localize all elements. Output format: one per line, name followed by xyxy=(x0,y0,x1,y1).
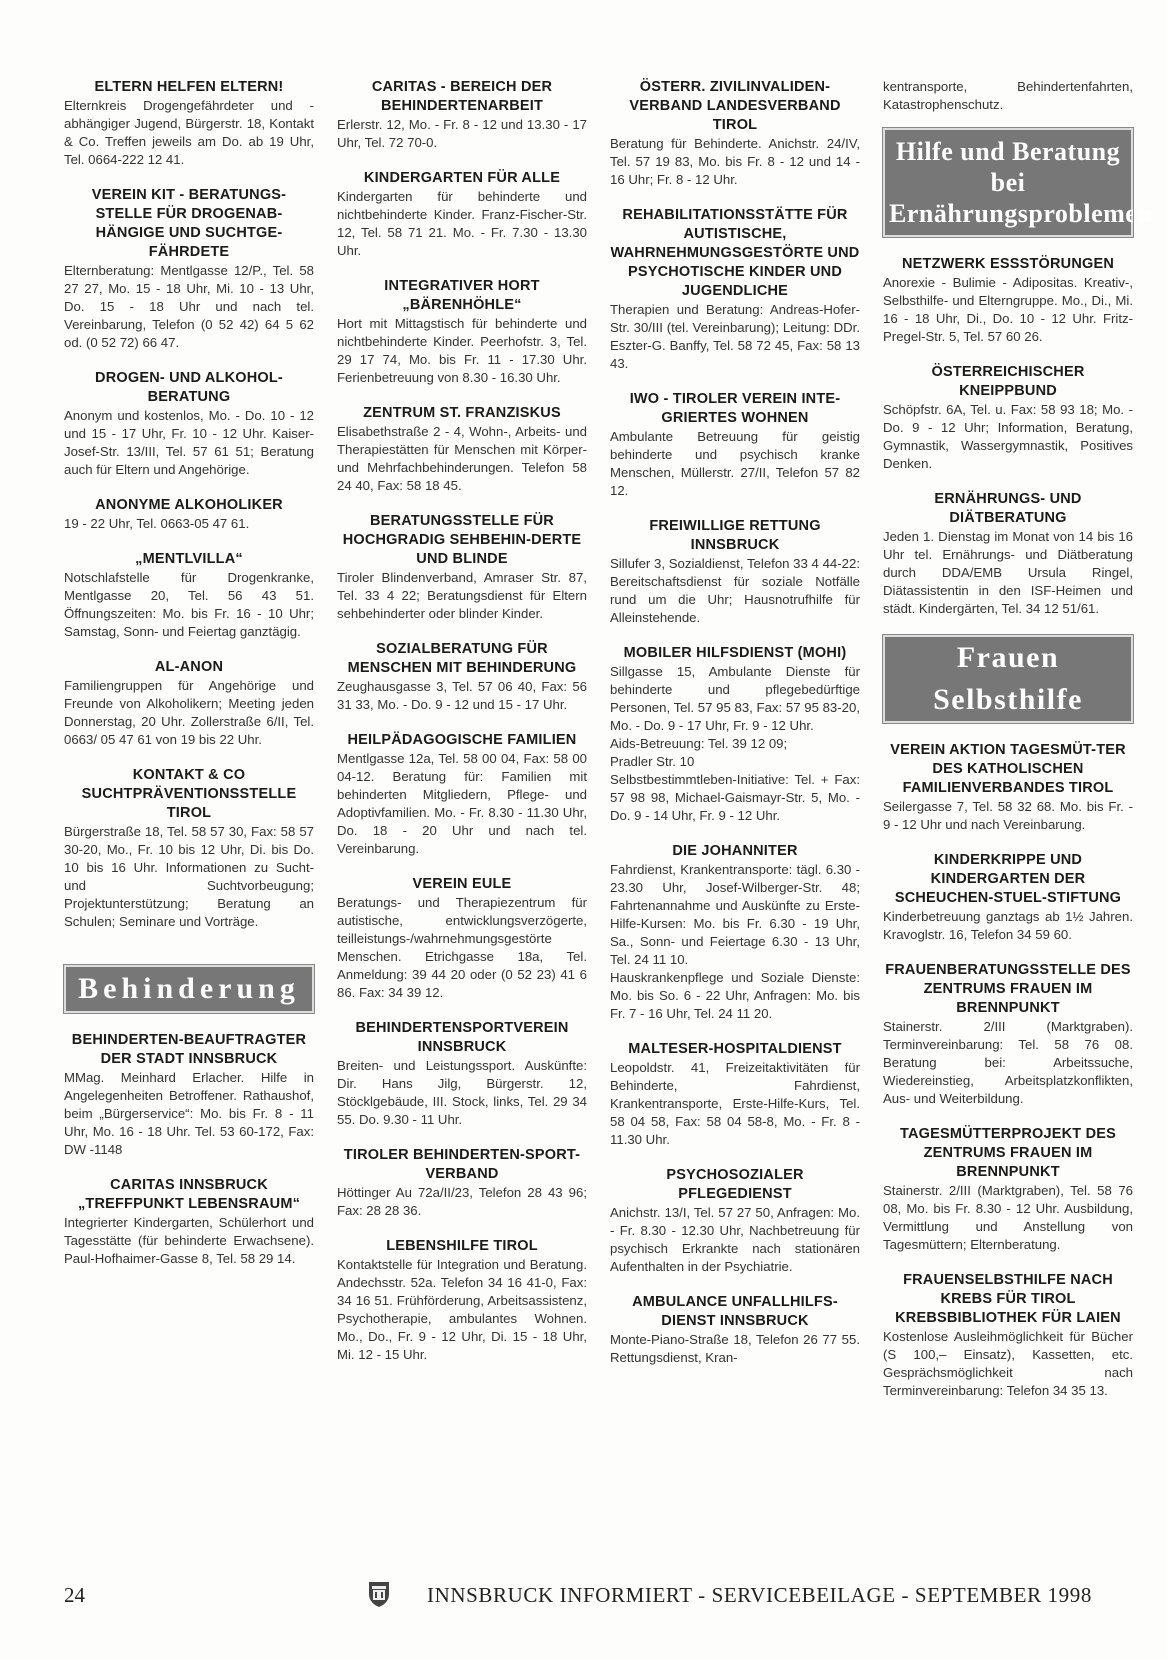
entry xyxy=(64,658,314,749)
entry-title: ÖSTERREICHISCHER KNEIPPBUND xyxy=(931,364,1085,399)
entry-text: Tiroler Blindenverband, Amraser Str. 87, Tel. 33 4 22; Beratungsdienst für Eltern sehbehinderter oder blinder Kinder. xyxy=(337,570,587,621)
entry-text: Anonym und kostenlos, Mo. - Do. 10 - 12 und 15 - 17 Uhr, Fr. 10 - 12 Uhr. Kaiser-Josef-Str. 13/III, Tel. 57 61 51; Beratung auch für Eltern und Angehörige. xyxy=(64,408,314,477)
entry-text: Anichstr. 13/I, Tel. 57 27 50, Anfragen: Mo. - Fr. 8.30 - 12.30 Uhr, Nachbetreuung für psychisch Erkrankte nach stationären Aufenthalten in der Psychiatrie. xyxy=(610,1205,860,1274)
entry-title: DROGEN- UND ALKOHOL-BERATUNG xyxy=(95,370,283,405)
entry-text: Erlerstr. 12, Mo. - Fr. 8 - 12 und 13.30 - 17 Uhr, Tel. 72 70-0. xyxy=(337,117,587,150)
entry-text: Sillgasse 15, Ambulante Dienste für behinderte und pflegebedürftige Personen, Tel. 57 95 83, Fax: 57 95 83-20, Mo. - Do. 9 - 17 Uhr, Fr. 9 - 12 Uhr. Aids-Betreuung: Tel. 39 12 09; Pradler Str. 10 Selbstbestimmtleben-Initiative: Tel. + Fax: 57 98 98, Michael-Gaismayr-Str. 5, Mo. - Do. 9 - 14 Uhr, Fr. 9 - 12 Uhr. xyxy=(610,664,860,823)
entry-title: FRAUENBERATUNGSSTELLE DES ZENTRUMS FRAUEN IM BRENNPUNKT xyxy=(885,962,1131,1016)
entry-text: Beratung für Behinderte. Anichstr. 24/IV, Tel. 57 19 83, Mo. bis Fr. 8 - 12 und 14 - 16 Uhr; Fr. 8 - 12 Uhr. xyxy=(610,136,860,187)
entry xyxy=(610,390,860,500)
entry-text: Stainerstr. 2/III (Marktgraben). Terminvereinbarung: Tel. 58 76 08. Beratung bei: Arbeitssuche, Wiedereinstieg, Arbeitsplatzkonflikten, Aus- und Weiterbildung. xyxy=(883,1019,1133,1106)
entry-title: SOZIALBERATUNG FÜR MENSCHEN MIT BEHINDERUNG xyxy=(347,641,577,676)
entry xyxy=(883,363,1133,473)
entry-text: Seilergasse 7, Tel. 58 32 68. Mo. bis Fr. - 9 - 12 Uhr und nach Vereinbarung. xyxy=(883,799,1133,832)
continued-text: kentransporte, Behindertenfahrten, Katastrophenschutz. xyxy=(883,79,1133,112)
entry-text: Beratungs- und Therapiezentrum für autistische, entwicklungsverzögerte, teilleistungs-/wahrnehmungsgestörte Menschen. Etrichgasse 18a, Tel. Anmeldung: 39 44 20 oder (0 52 23) 41 6 86. Fax: 34 39 12. xyxy=(337,895,587,1000)
entry-text: Therapien und Beratung: Andreas-Hofer-Str. 30/III (tel. Vereinbarung); Leitung: DDr. Eszter-G. Banffy, Tel. 58 72 45, Fax: 58 13 43. xyxy=(610,302,860,371)
entry-text: Monte-Piano-Straße 18, Telefon 26 77 55. Rettungsdienst, Kran- xyxy=(610,1332,860,1365)
entry-title: PSYCHOSOZIALER PFLEGEDIENST xyxy=(666,1167,804,1202)
entry-text: Bürgerstraße 18, Tel. 58 57 30, Fax: 58 57 30-20, Mo., Fr. 10 bis 12 Uhr, Di. bis Do. 10 bis 16 Uhr. Informationen zu Sucht- und Suchtvorbeugung; Projektunterstützung; Beratung an Schulen; Seminare und Vorträge. xyxy=(64,824,314,929)
column-4 xyxy=(883,78,1153,1568)
entry-title: MOBILER HILFSDIENST (MOHI) xyxy=(623,645,847,661)
page-number: 24 xyxy=(64,1583,85,1607)
entry xyxy=(64,369,314,479)
entry xyxy=(610,644,860,825)
entry-title: TIROLER BEHINDERTEN-SPORT-VERBAND xyxy=(343,1147,581,1182)
entry xyxy=(610,1293,860,1367)
entry-title: VEREIN AKTION TAGESMÜT-TER DES KATHOLISCHEN FAMILIENVERBANDES TIROL xyxy=(890,742,1126,796)
entry xyxy=(64,496,314,533)
entry xyxy=(337,1019,587,1129)
entry xyxy=(64,550,314,641)
page-columns xyxy=(64,78,1153,1568)
entry xyxy=(337,875,587,1002)
entry xyxy=(883,1125,1133,1254)
entry xyxy=(337,640,587,714)
entry-text: Sillufer 3, Sozialdienst, Telefon 33 4 44-22: Bereitschaftsdienst für soziale Notfälle rund um die Uhr; Hausnotrufhilfe für Alleinstehende. xyxy=(610,556,860,625)
entry-text: Fahrdienst, Krankentransporte: tägl. 6.30 - 23.30 Uhr, Josef-Wilberger-Str. 48; Fahrtenannahme und Auskünfte zu Erste-Hilfe-Kursen: Mo. bis Fr. 6.30 - 19 Uhr, Sa., Sonn- und Feiertage 6.30 - 13 Uhr, Tel. 24 11 10. Hauskrankenpflege und Soziale Dienste: Mo. bis So. 6 - 22 Uhr, Anfragen: Mo. bis Fr. 7 - 16 Uhr, Tel. 24 11 20. xyxy=(610,862,860,1021)
entry xyxy=(883,1271,1133,1400)
entry-text: Schöpfstr. 6A, Tel. u. Fax: 58 93 18; Mo. - Do. 9 - 12 Uhr; Information, Beratung, Gymnastik, Wassergymnastik, Positives Denken. xyxy=(883,402,1133,471)
entry-text: 19 - 22 Uhr, Tel. 0663-05 47 61. xyxy=(64,516,250,531)
entry xyxy=(337,169,587,260)
entry xyxy=(337,404,587,495)
entry-title: KINDERGARTEN FÜR ALLE xyxy=(363,170,561,186)
entry xyxy=(64,1031,314,1159)
entry-text: Elisabethstraße 2 - 4, Wohn-, Arbeits- und Therapiestätten für Menschen mit Körper- und Mehrfachbehinderungen. Telefon 58 24 40, Fax: 58 18 45. xyxy=(337,424,587,493)
column-1 xyxy=(64,78,314,1568)
entry-title: CARITAS - BEREICH DER BEHINDERTENARBEIT xyxy=(371,79,553,114)
entry-title: AL-ANON xyxy=(154,659,224,675)
entry xyxy=(883,741,1133,834)
entry xyxy=(883,255,1133,346)
entry-title: REHABILITATIONSSTÄTTE FÜR AUTISTISCHE, WAHRNEHMUNGSGESTÖRTE UND PSYCHOTISCHE KINDER UND JUGENDLICHE xyxy=(610,207,860,299)
entry xyxy=(337,1146,587,1220)
entry-title: NETZWERK ESSSTÖRUNGEN xyxy=(901,256,1115,272)
section-banner-behinderung: Behinderung xyxy=(64,965,314,1013)
entry-text: Familiengruppen für Angehörige und Freunde von Alkoholikern; Meeting jeden Donnerstag, 20 Uhr. Zollerstraße 6/II, Tel. 0663/ 05 47 61 von 19 bis 22 Uhr. xyxy=(64,678,314,747)
entry-title: ELTERN HELFEN ELTERN! xyxy=(94,79,284,95)
entry-text: Kindergarten für behinderte und nichtbehinderte Kinder. Franz-Fischer-Str. 12, Tel. 58 71 21. Mo. - Fr. 7.30 - 13.30 Uhr. xyxy=(337,189,587,258)
entry xyxy=(64,766,314,931)
entry-title: INTEGRATIVER HORT „BÄRENHÖHLE“ xyxy=(384,278,540,313)
entry-text: Integrierter Kindergarten, Schülerhort und Tagesstätte (für behinderte Erwachsene). Paul-Hofhaimer-Gasse 8, Tel. 58 29 14. xyxy=(64,1215,314,1266)
entry-text: Elternberatung: Mentlgasse 12/P., Tel. 58 27 27, Mo. 15 - 18 Uhr, Mi. 10 - 13 Uhr, Do. 15 - 18 Uhr und nach tel. Vereinbarung, Telefon (0 52 42) 64 5 62 od. (0 52 72) 66 47. xyxy=(64,263,314,350)
entry-title: ZENTRUM ST. FRANZISKUS xyxy=(363,405,561,421)
entry xyxy=(610,517,860,627)
entry-title: FREIWILLIGE RETTUNG INNSBRUCK xyxy=(649,518,821,553)
column-3 xyxy=(610,78,860,1568)
entry-title: VEREIN EULE xyxy=(412,876,512,892)
page-footer xyxy=(64,1583,1134,1613)
entry-title: ERNÄHRUNGS- UND DIÄTBERATUNG xyxy=(934,491,1082,526)
entry-text: Höttinger Au 72a/II/23, Telefon 28 43 96; Fax: 28 28 36. xyxy=(337,1185,587,1218)
entry-title: KONTAKT & CO SUCHTPRÄVENTIONSSTELLE TIROL xyxy=(81,767,297,821)
entry-text: Kinderbetreuung ganztags ab 1½ Jahren. Kravoglstr. 16, Telefon 34 59 60. xyxy=(883,909,1133,942)
entry-text: Kontaktstelle für Integration und Beratung. Andechsstr. 52a. Telefon 34 16 41-0, Fax: 34 16 51. Frühförderung, Arbeitsassistenz, Psychotherapie, ambulantes Wohnen. Mo., Do., Fr. 9 - 12 Uhr, Di. 15 - 18 Uhr, Mi. 12 - 15 Uhr. xyxy=(337,1257,587,1362)
entry xyxy=(610,78,860,189)
entry-title: MALTESER-HOSPITALDIENST xyxy=(628,1041,842,1057)
entry-title: BEHINDERTENSPORTVEREIN INNSBRUCK xyxy=(355,1020,569,1055)
entry-title: IWO - TIROLER VEREIN INTE-GRIERTES WOHNEN xyxy=(629,391,841,426)
entry-title: HEILPÄDAGOGISCHE FAMILIEN xyxy=(347,732,577,748)
entry-text: Anorexie - Bulimie - Adipositas. Kreativ-, Selbsthilfe- und Elterngruppe. Mo., Di., Mi. 16 - 18 Uhr, Di., Do. 10 - 12 Uhr. Fritz-Pregel-Str. 5, Tel. 57 60 26. xyxy=(883,275,1133,344)
entry-text: Kostenlose Ausleihmöglichkeit für Bücher (S 100,– Einsatz), Kassetten, etc. Gesprächsmöglichkeit nach Terminvereinbarung: Telefon 34 35 13. xyxy=(883,1329,1133,1398)
entry-title: ANONYME ALKOHOLIKER xyxy=(95,497,283,513)
entry-title: „MENTLVILLA“ xyxy=(135,551,243,567)
entry-title: BERATUNGSSTELLE FÜR HOCHGRADIG SEHBEHIN-DERTE UND BLINDE xyxy=(342,513,582,567)
section-banner-frauen-selbsthilfe: Frauen Selbsthilfe xyxy=(883,635,1133,723)
entry xyxy=(64,78,314,169)
entry-title: BEHINDERTEN-BEAUFTRAGTER DER STADT INNSBRUCK xyxy=(71,1032,307,1067)
entry-text: Leopoldstr. 41, Freizeitaktivitäten für Behinderte, Fahrdienst, Krankentransporte, Erste-Hilfe-Kurs, Tel. 58 04 58, Fax: 58 04 58-8, Mo. - Fr. 8 - 11.30 Uhr. xyxy=(610,1060,860,1147)
entry xyxy=(610,206,860,373)
entry xyxy=(883,961,1133,1108)
entry-text: Zeughausgasse 3, Tel. 57 06 40, Fax: 56 31 33, Mo. - Do. 9 - 12 und 15 - 17 Uhr. xyxy=(337,679,587,712)
entry-title: CARITAS INNSBRUCK „TREFFPUNKT LEBENSRAUM“ xyxy=(77,1177,301,1212)
entry xyxy=(883,851,1133,944)
entry-text: Stainerstr. 2/III (Marktgraben), Tel. 58 76 08, Mo. bis Fr. 8.30 - 12 Uhr. Ausbildung, Vermittlung und Anstellung von Tagesmüttern; Elternberatung. xyxy=(883,1183,1133,1252)
entry xyxy=(337,1237,587,1364)
innsbruck-crest-icon xyxy=(367,1580,391,1608)
entry-text: Mentlgasse 12a, Tel. 58 00 04, Fax: 58 00 04-12. Beratung für: Familien mit behinderten Mitgliedern, Pflege- und Adoptivfamilien. Mo. - Fr. 8.30 - 11.30 Uhr, Do. 18 - 20 Uhr und nach tel. Vereinbarung. xyxy=(337,751,587,856)
entry-text: Jeden 1. Dienstag im Monat von 14 bis 16 Uhr tel. Ernährungs- und Diätberatung durch DDA/EMB Ursula Ringel, Diätassistentin in den ISF-Heimen und städt. Kindergärten, Tel. 34 12 51/61. xyxy=(883,529,1133,616)
entry xyxy=(610,842,860,1023)
column-2 xyxy=(337,78,587,1568)
entry xyxy=(610,1040,860,1149)
entry-text: MMag. Meinhard Erlacher. Hilfe in Angelegenheiten Betroffener. Rathaushof, beim „Bürgerservice“: Mo. bis Fr. 8 - 11 Uhr, Mo. 16 - 18 Uhr. Tel. 53 60-172, Fax: DW -1148 xyxy=(64,1070,314,1157)
entry-text: Breiten- und Leistungssport. Auskünfte: Dir. Hans Jilg, Bürgerstr. 12, Stöcklgebäude, III. Stock, links, Tel. 29 34 55. Do. 9.30 - 11 Uhr. xyxy=(337,1058,587,1127)
entry-title: DIE JOHANNITER xyxy=(672,843,798,859)
entry-title: TAGESMÜTTERPROJEKT DES ZENTRUMS FRAUEN IM BRENNPUNKT xyxy=(899,1126,1116,1180)
entry-title: VEREIN KIT - BERATUNGS-STELLE FÜR DROGENAB-HÄNGIGE UND SUCHTGE-FÄHRDETE xyxy=(91,187,287,260)
entry-title: ÖSTERR. ZIVILINVALIDEN-VERBAND LANDESVERBAND TIROL xyxy=(629,79,841,133)
entry xyxy=(337,512,587,623)
entry xyxy=(610,1166,860,1276)
entry-text: Elternkreis Drogengefährdeter und -abhängiger Jugend, Bürgerstr. 18, Kontakt & Co. Treffen jeweils am Do. ab 19 Uhr, Tel. 0664-222 12 41. xyxy=(64,98,314,167)
entry xyxy=(337,731,587,858)
entry xyxy=(883,490,1133,618)
entry xyxy=(64,186,314,352)
entry-text: Notschlafstelle für Drogenkranke, Mentlgasse 20, Tel. 56 43 51. Öffnungszeiten: Mo. bis Fr. 16 - 10 Uhr; Samstag, Sonn- und Feiertag ganztägig. xyxy=(64,570,314,639)
section-banner-ernaehrung: Hilfe und Beratung bei Ernährungsproblemen xyxy=(883,128,1133,237)
entry xyxy=(337,277,587,387)
entry-text: Hort mit Mittagstisch für behinderte und nichtbehinderte Kinder. Peerhofstr. 3, Tel. 29 17 74, Mo. bis Fr. 11 - 17.30 Uhr. Ferienbetreuung von 8.30 - 16.30 Uhr. xyxy=(337,316,587,385)
entry xyxy=(337,78,587,152)
footer-title: INNSBRUCK INFORMIERT - SERVICEBEILAGE - SEPTEMBER 1998 xyxy=(427,1583,1092,1607)
entry-title: LEBENSHILFE TIROL xyxy=(386,1238,538,1254)
entry xyxy=(64,1176,314,1268)
entry-title: KINDERKRIPPE UND KINDERGARTEN DER SCHEUCHEN-STUEL-STIFTUNG xyxy=(894,852,1122,906)
entry-title: FRAUENSELBSTHILFE NACH KREBS FÜR TIROL KREBSBIBLIOTHEK FÜR LAIEN xyxy=(895,1272,1121,1326)
entry-text: Ambulante Betreuung für geistig behinderte und psychisch kranke Menschen, Müllerstr. 27/II, Telefon 57 82 12. xyxy=(610,429,860,498)
entry-title: AMBULANCE UNFALLHILFS-DIENST INNSBRUCK xyxy=(632,1294,838,1329)
